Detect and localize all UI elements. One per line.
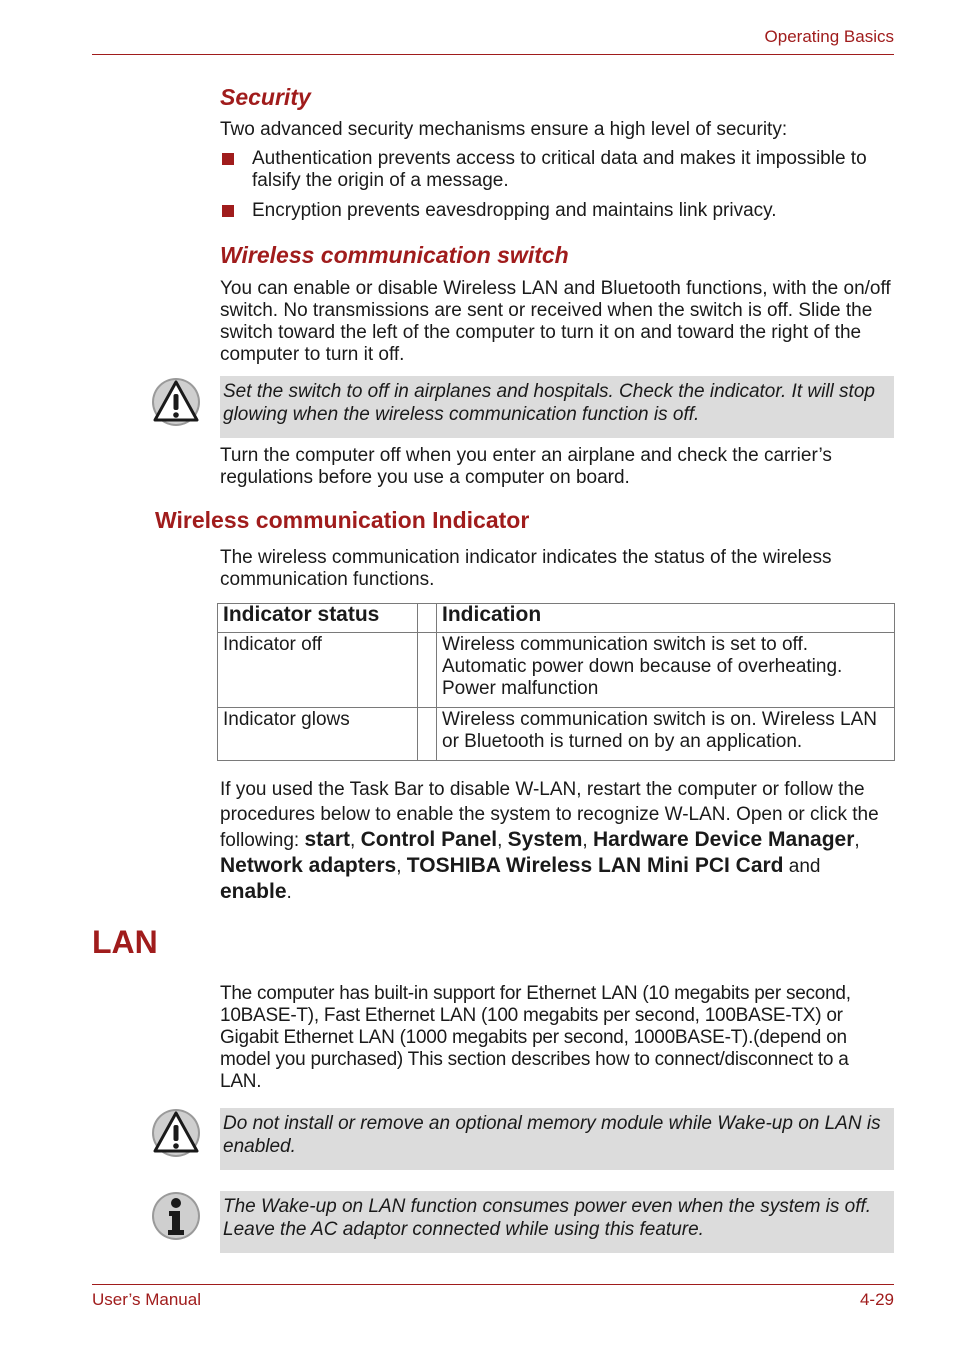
warning-text: Do not install or remove an optional memory module while Wake-up on LAN is enabled.: [223, 1113, 881, 1157]
indicator-table: [217, 603, 895, 761]
warning-note: [220, 1108, 894, 1170]
info-note: [220, 1191, 894, 1253]
bullet-square: [222, 205, 234, 217]
indicator-heading: Wireless communication Indicator: [155, 507, 530, 533]
table-row: [218, 633, 895, 708]
header-rule: [92, 54, 894, 55]
running-header: Operating Basics: [764, 27, 894, 46]
page-number: 4-29: [859, 1290, 894, 1309]
security-heading: Security: [220, 84, 311, 110]
separator: ,: [497, 830, 508, 851]
switch-heading: Wireless communication switch: [220, 242, 569, 268]
term-wireless-card: TOSHIBA Wireless LAN Mini PCI Card: [406, 854, 784, 877]
table-header-spacer: [418, 604, 437, 633]
footer-rule: [92, 1284, 894, 1285]
caution-icon: [150, 1107, 202, 1159]
follow-paragraph: [220, 777, 894, 905]
separator: ,: [396, 856, 407, 877]
table-header-status: Indicator status: [218, 604, 418, 633]
separator: ,: [854, 830, 860, 851]
table-cell-spacer: [418, 633, 437, 708]
bullet-text: Authentication prevents access to critical data and makes it impossible to falsify the origin of a message.: [252, 148, 867, 191]
separator: ,: [350, 830, 361, 851]
table-cell-spacer: [418, 708, 437, 761]
indication-line: Wireless communication switch is set to off.: [442, 634, 809, 655]
table-header-indication: Indication: [437, 604, 895, 633]
term-enable: enable: [220, 880, 287, 903]
caution-icon: [150, 376, 202, 428]
switch-after: Turn the computer off when you enter an airplane and check the carrier’s regulations before you use a computer on board.: [220, 445, 832, 488]
table-cell-status: Indicator glows: [218, 708, 418, 761]
indication-line: Power malfunction: [442, 678, 599, 699]
term-hardware-device-manager: Hardware Device Manager: [592, 828, 855, 851]
info-text: The Wake-up on LAN function consumes power even when the system is off. Leave the AC adaptor connected while using this feature.: [223, 1196, 872, 1240]
security-intro: Two advanced security mechanisms ensure a high level of security:: [220, 119, 788, 140]
table-cell-status: Indicator off: [218, 633, 418, 708]
term-control-panel: Control Panel: [360, 828, 498, 851]
table-header-row: [218, 604, 895, 633]
follow-end: .: [286, 882, 292, 903]
footer-manual: User’s Manual: [92, 1290, 201, 1309]
indicator-intro: The wireless communication indicator indicates the status of the wireless communication functions.: [220, 547, 832, 590]
lan-heading: LAN: [92, 924, 158, 960]
switch-body: You can enable or disable Wireless LAN and Bluetooth functions, with the on/off switch. No transmissions are sent or received when the switch is off. Slide the switch toward the left of the computer to turn it on and toward the right of the computer to turn it off.: [220, 278, 891, 365]
indication-line: Wireless communication switch is on. Wireless LAN or Bluetooth is turned on by an application.: [442, 709, 878, 752]
follow-pre: If you used the Task Bar to disable W-LAN, restart the computer or follow the procedures below to enable the system to recognize W-LAN. Open or click the following:: [220, 779, 879, 851]
term-start: start: [304, 828, 351, 851]
bullet-text: Encryption prevents eavesdropping and maintains link privacy.: [252, 200, 777, 221]
warning-text: Set the switch to off in airplanes and hospitals. Check the indicator. It will stop glowing when the wireless communication function is off.: [223, 381, 875, 425]
info-icon: [150, 1190, 202, 1242]
table-cell-indication: [437, 633, 895, 708]
lan-body: The computer has built-in support for Ethernet LAN (10 megabits per second, 10BASE-T), Fast Ethernet LAN (100 megabits per second, 100BASE-TX) or Gigabit Ethernet LAN (1000 megabits per second, 1000BASE-T).(depend on model you purchased) This section describes how to connect/disconnect to a LAN.: [220, 983, 851, 1092]
table-row: [218, 708, 895, 761]
term-network-adapters: Network adapters: [220, 854, 397, 877]
follow-and: and: [783, 856, 821, 877]
indication-line: Automatic power down because of overheating.: [442, 656, 843, 677]
list-item: [220, 200, 894, 224]
list-item: [220, 148, 894, 194]
table-cell-indication: [437, 708, 895, 761]
term-system: System: [507, 828, 583, 851]
separator: ,: [582, 830, 593, 851]
bullet-square: [222, 153, 234, 165]
warning-note: [220, 376, 894, 438]
